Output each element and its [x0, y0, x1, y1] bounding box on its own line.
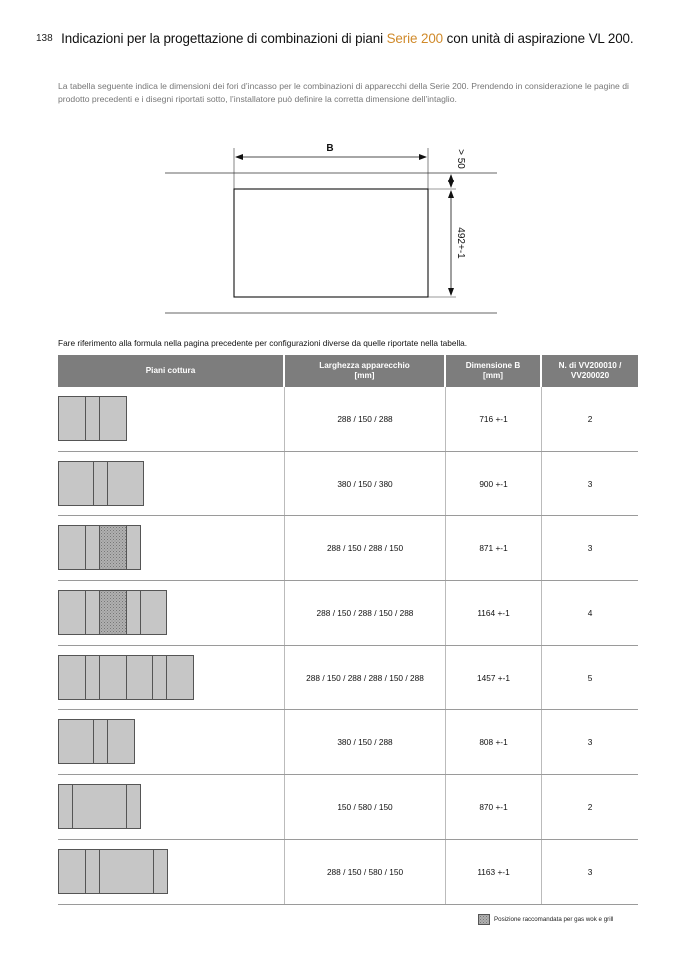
hob-illustration-cell [58, 710, 285, 774]
width-cell: 288 / 150 / 288 / 150 / 288 [285, 581, 446, 645]
hob-module [58, 784, 73, 829]
hob-module [107, 719, 135, 764]
header-width [285, 355, 446, 387]
width-cell: 288 / 150 / 288 / 150 [285, 516, 446, 580]
hob-module [126, 525, 141, 570]
hob-module [126, 784, 141, 829]
header-dimension-line1: Dimensione B [465, 361, 521, 370]
width-cell: 288 / 150 / 580 / 150 [285, 840, 446, 904]
dimension-cell: 870 +-1 [446, 775, 542, 839]
table-header [58, 355, 638, 387]
hob-module [58, 655, 86, 700]
count-cell: 5 [587, 672, 593, 683]
width-cell: 380 / 150 / 380 [285, 452, 446, 516]
width-cell: 288 / 150 / 288 [285, 387, 446, 451]
hob-module [126, 590, 141, 635]
hob-illustration-cell [58, 775, 285, 839]
table-row [58, 646, 638, 711]
page-number: 138 [36, 33, 53, 44]
hob-module [85, 396, 100, 441]
hob-illustration-cell [58, 387, 285, 451]
table-row [58, 452, 638, 517]
b-label: B [326, 143, 334, 154]
hob-module [126, 655, 154, 700]
title-part-2: con unità di aspirazione VL 200. [443, 31, 634, 46]
hob-module [99, 396, 127, 441]
count-cell: 2 [587, 801, 593, 812]
hob-combination [58, 784, 141, 829]
cutout-rectangle [234, 189, 428, 297]
clearance-label: > 50 [455, 149, 466, 169]
hob-combination [58, 719, 135, 764]
dimension-cell: 1163 +-1 [446, 840, 542, 904]
hob-module [58, 849, 86, 894]
header-width-line2: [mm] [354, 371, 375, 380]
hob-module [85, 655, 100, 700]
count-cell: 2 [587, 413, 593, 424]
dimension-cell: 1164 +-1 [446, 581, 542, 645]
hob-module [85, 590, 100, 635]
hob-module [58, 461, 94, 506]
hob-module [140, 590, 168, 635]
hob-combination [58, 849, 168, 894]
hob-combination [58, 396, 127, 441]
header-dimension [446, 355, 542, 387]
hob-module [58, 590, 86, 635]
dimension-cell: 871 +-1 [446, 516, 542, 580]
hob-illustration-cell [58, 581, 285, 645]
wok-pattern-swatch [478, 914, 490, 925]
table-row [58, 775, 638, 840]
count-cell: 4 [587, 607, 593, 618]
table-row [58, 516, 638, 581]
cutout-diagram [0, 0, 678, 330]
hob-module [85, 849, 100, 894]
header-count-line2: VV200020 [570, 371, 610, 380]
legend-text: Posizione raccomandata per gas wok e grill [494, 916, 614, 923]
combinations-table [58, 355, 638, 905]
hob-illustration-cell [58, 646, 285, 710]
header-hobs: Piani cottura [58, 355, 285, 387]
hob-module [107, 461, 143, 506]
hob-module [93, 719, 108, 764]
count-cell: 3 [587, 543, 593, 554]
dimension-cell: 808 +-1 [446, 710, 542, 774]
hob-combination [58, 525, 141, 570]
count-cell: 3 [587, 866, 593, 877]
hob-module [58, 396, 86, 441]
dimension-cell: 716 +-1 [446, 387, 542, 451]
header-count-line1: N. di VV200010 / [558, 361, 622, 370]
hob-module [166, 655, 194, 700]
title-part-1: Indicazioni per la progettazione di combinazioni di piani [61, 31, 387, 46]
title-accent: Serie 200 [386, 31, 444, 46]
hob-combination [58, 461, 144, 506]
hob-illustration-cell [58, 516, 285, 580]
hob-module [153, 849, 168, 894]
table-row [58, 387, 638, 452]
width-cell: 150 / 580 / 150 [285, 775, 446, 839]
hob-module [58, 719, 94, 764]
hob-module [58, 525, 86, 570]
hob-illustration-cell [58, 840, 285, 904]
table-row [58, 710, 638, 775]
width-cell: 288 / 150 / 288 / 288 / 150 / 288 [285, 646, 446, 710]
hob-module [93, 461, 108, 506]
count-cell: 3 [587, 478, 593, 489]
hob-combination [58, 590, 167, 635]
width-cell: 380 / 150 / 288 [285, 710, 446, 774]
hob-combination [58, 655, 194, 700]
hob-module [72, 784, 127, 829]
hob-module-wok [99, 590, 127, 635]
header-count [542, 355, 638, 387]
hob-illustration-cell [58, 452, 285, 516]
dimension-cell: 1457 +-1 [446, 646, 542, 710]
formula-note: Fare riferimento alla formula nella pagina precedente per configurazioni diverse da quelle riportate nella tabella. [58, 338, 468, 348]
dimension-cell: 900 +-1 [446, 452, 542, 516]
count-cell: 3 [587, 737, 593, 748]
table-body [58, 387, 638, 905]
table-row [58, 581, 638, 646]
hob-module [99, 849, 154, 894]
header-width-line1: Larghezza apparecchio [319, 361, 410, 370]
hob-module [99, 655, 127, 700]
hob-module-wok [99, 525, 127, 570]
intro-paragraph: La tabella seguente indica le dimensioni dei fori d’incasso per le combinazioni di apparecchi della Serie 200. Prendendo in considerazione le pagine di prodotto precedenti e i disegni riportati sotto, l’installatore può definire la corretta dimensione dell’intaglio. [58, 81, 629, 104]
hob-module [152, 655, 167, 700]
table-row [58, 840, 638, 905]
hob-module [85, 525, 100, 570]
depth-label: 492+-1 [455, 227, 466, 259]
header-dimension-line2: [mm] [482, 371, 503, 380]
legend [478, 914, 613, 925]
